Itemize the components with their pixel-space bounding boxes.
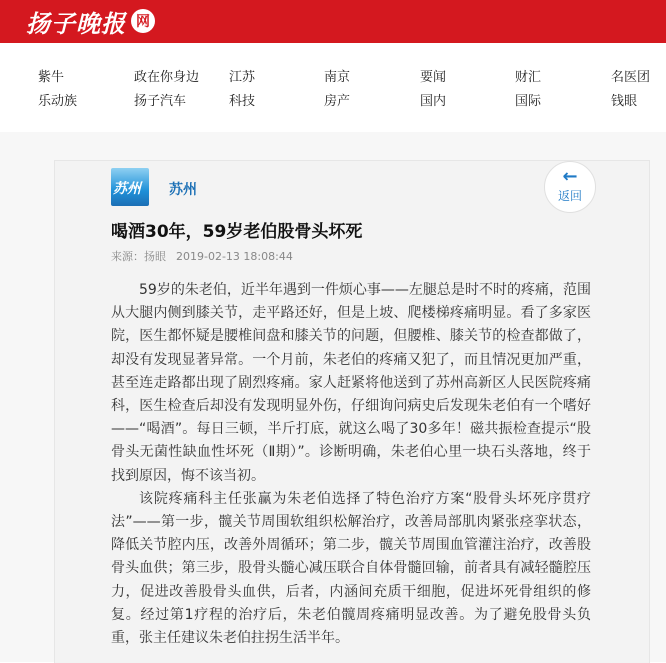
nav-column xyxy=(38,66,77,114)
nav-link[interactable]: 财汇 xyxy=(515,70,542,85)
nav-link[interactable]: 钱眼 xyxy=(611,94,638,109)
nav-link[interactable]: 国际 xyxy=(515,94,542,109)
article-meta xyxy=(111,248,293,264)
nav-link[interactable]: 名医团 xyxy=(611,70,651,85)
article-source: 来源：扬眼 xyxy=(111,250,166,263)
nav-link[interactable]: 要闻 xyxy=(420,70,447,85)
nav-link[interactable]: 房产 xyxy=(324,94,351,109)
channel-nav xyxy=(0,43,666,132)
nav-link[interactable]: 乐动族 xyxy=(38,94,78,109)
back-arrow-icon: ← xyxy=(562,166,578,187)
nav-link[interactable]: 政在你身边 xyxy=(134,70,200,85)
site-logo[interactable] xyxy=(26,4,155,38)
nav-link[interactable]: 江苏 xyxy=(229,70,256,85)
article-title: 喝酒30年，59岁老伯股骨头坏死 xyxy=(111,222,363,242)
logo-text: 扬子晚报 xyxy=(26,8,126,38)
nav-column xyxy=(324,66,350,114)
nav-link[interactable]: 紫牛 xyxy=(38,70,65,85)
nav-link[interactable]: 扬子汽车 xyxy=(134,94,187,109)
back-label: 返回 xyxy=(557,189,582,203)
article-body xyxy=(111,279,591,650)
nav-link[interactable]: 国内 xyxy=(420,94,447,109)
nav-column xyxy=(229,66,255,114)
article-card xyxy=(54,160,650,663)
back-button[interactable] xyxy=(544,161,596,213)
article-paragraph: 该院疼痛科主任张赢为朱老伯选择了特色治疗方案“股骨头坏死序贯疗法”——第一步，髋关节周围软组织松解治疗，改善局部肌肉紧张痉挛状态，降低关节腔内压，改善外周循环；第二步，髋关节周围血管灌注治疗，改善股骨头血供；第三步，股骨头髓心减压联合自体骨髓回输，前者具有减轻髓腔压力，促进改善股骨头血供，后者，内涵间充质干细胞，促进坏死骨组织的修复。经过第1疗程的治疗后，朱老伯髋周疼痛明显改善。为了避免股骨头负重，张主任建议朱老伯拄拐生活半年。 xyxy=(111,490,591,647)
source-logo[interactable] xyxy=(111,168,149,206)
top-bar xyxy=(0,0,666,43)
nav-column xyxy=(515,66,541,114)
nav-column xyxy=(611,66,650,114)
nav-link[interactable]: 南京 xyxy=(324,70,351,85)
logo-badge: 网 xyxy=(131,9,155,33)
nav-column xyxy=(420,66,446,114)
source-logo-text: 苏州 xyxy=(113,181,141,197)
source-name[interactable]: 苏州 xyxy=(169,182,197,198)
article-paragraph: 59岁的朱老伯，近半年遇到一件烦心事——左腿总是时不时的疼痛，范围从大腿内侧到膝关节，走平路还好，但是上坡、爬楼梯疼痛明显。看了多家医院，医生都怀疑是腰椎间盘和膝关节的问题，但腰椎、膝关节的检查都做了，却没有发现显著异常。一个月前，朱老伯的疼痛又犯了，而且情况更加严重，甚至连走路都出现了剧烈疼痛。家人赶紧将他送到了苏州高新区人民医院疼痛科，医生检查后却没有发现明显外伤，仔细询问病史后发现朱老伯有一个嗜好——“喝酒”。每日三顿，半斤打底，就这么喝了30多年！磁共振检查提示“股骨头无菌性缺血性坏死（Ⅱ期）”。诊断明确，朱老伯心里一块石头落地，终于找到原因，悔不该当初。 xyxy=(111,282,591,484)
nav-link[interactable]: 科技 xyxy=(229,94,256,109)
article-date: 2019-02-13 18:08:44 xyxy=(176,250,293,263)
nav-column xyxy=(134,66,199,114)
